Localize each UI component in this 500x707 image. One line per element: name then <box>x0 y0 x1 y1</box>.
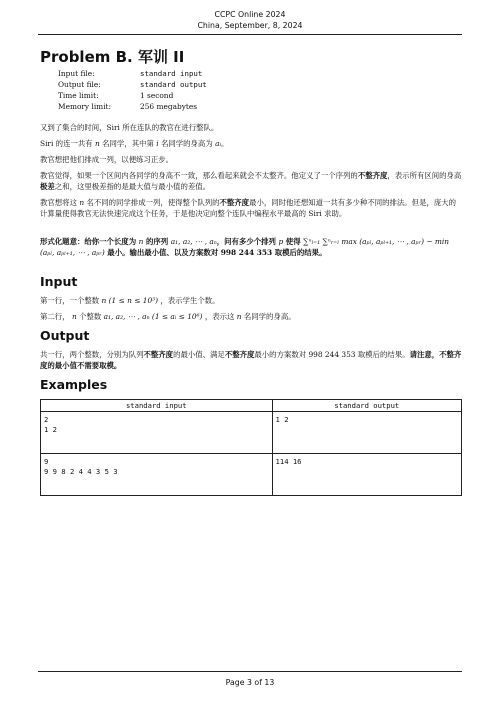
header-rule <box>38 34 462 35</box>
statement-paragraph-1: 又到了集合的时间，Siri 所在连队的教官在进行整队。 <box>40 123 219 132</box>
statement-paragraph-5: 教官想将这 n 名不同的同学排成一列，使得整个队列的不整齐度最小，同时他还想知道一共有多少种不同的排法。但是，庞大的计算量使得教官无法快速完成这个任务，于是他决定向整个连队中编程水平最高的 Siri 求助。 <box>40 198 457 219</box>
meta-row <box>58 68 207 79</box>
meta-value: 256 megabytes <box>140 102 198 111</box>
statement-paragraph-4: 教官觉得，如果一个区间内各同学的身高不一致，那么看起来就会不太整齐。他定义了一个序列的不整齐度，表示所有区间的身高极差之和，这里极差指的是最大值与最小值的差值。 <box>40 171 462 192</box>
output-heading: Output <box>40 328 90 343</box>
example-output: 114 16 <box>272 454 461 496</box>
meta-value: 1 second <box>140 91 174 100</box>
meta-label: Time limit: <box>58 91 99 100</box>
meta-value: standard output <box>140 80 207 89</box>
meta-row <box>58 79 207 90</box>
meta-row <box>58 90 207 101</box>
output-text: 共一行，两个整数，分别为队列不整齐度的最小值、满足不整齐度最小的方案数对 998 244 353 取模后的结果。请注意，不整齐度的最小值不需要取模。 <box>40 350 462 371</box>
page-number: Page 3 of 13 <box>225 678 275 687</box>
example-input: 2 1 2 <box>41 412 273 454</box>
example-input: 9 9 9 8 2 4 4 3 5 3 <box>41 454 273 496</box>
footer-rule <box>38 671 462 672</box>
formal-statement: 形式化题意：给你一个长度为 n 的序列 a₁, a₂, ⋯ , aₙ，问有多少个排列 p 使得 ∑ⁿₗ₌₁ ∑ⁿᵣ₌ₗ max (aₚₗ, aₚₗ₊₁, ⋯ , aₚᵣ) − min (aₚₗ, aₚₗ₊₁, ⋯ , aₚᵣ) 最小。输出最小值、以及方案数对 998 244 353 取模后的结果。 <box>40 237 449 258</box>
statement-paragraph-3: 教官想把他们排成一列，以便练习正步。 <box>40 155 174 164</box>
objective-formula: ∑ⁿₗ₌₁ ∑ⁿᵣ₌ₗ max (aₚₗ, aₚₗ₊₁, ⋯ , aₚᵣ) − min (aₚₗ, aₚₗ₊₁, ⋯ , aₚᵣ) <box>40 237 449 258</box>
meta-row <box>58 101 207 112</box>
examples-table <box>40 399 462 496</box>
contest-name: CCPC Online 2024 <box>214 10 286 19</box>
input-line-2: 第二行， n 个整数 a₁, a₂, ⋯ , aₙ (1 ≤ aᵢ ≤ 10⁶) ，表示这 n 名同学的身高。 <box>40 312 296 321</box>
problem-title: Problem B. 军训 II <box>40 48 185 66</box>
meta-label: Memory limit: <box>58 102 112 111</box>
column-header-output: standard output <box>272 400 461 412</box>
meta-label: Output file: <box>58 80 101 89</box>
examples-heading: Examples <box>40 377 108 392</box>
problem-meta <box>58 68 207 112</box>
contest-date: China, September, 8, 2024 <box>197 21 303 30</box>
examples-header-row <box>41 400 462 412</box>
column-header-input: standard input <box>41 400 273 412</box>
example-row <box>41 454 462 496</box>
input-line-1: 第一行，一个整数 n (1 ≤ n ≤ 10³) ，表示学生个数。 <box>40 296 220 305</box>
example-row <box>41 412 462 454</box>
meta-value: standard input <box>140 69 203 78</box>
statement-paragraph-2: Siri 的连一共有 n 名同学，其中第 i 名同学的身高为 aᵢ。 <box>40 139 229 148</box>
example-output: 1 2 <box>272 412 461 454</box>
input-heading: Input <box>40 274 78 289</box>
meta-label: Input file: <box>58 69 95 78</box>
